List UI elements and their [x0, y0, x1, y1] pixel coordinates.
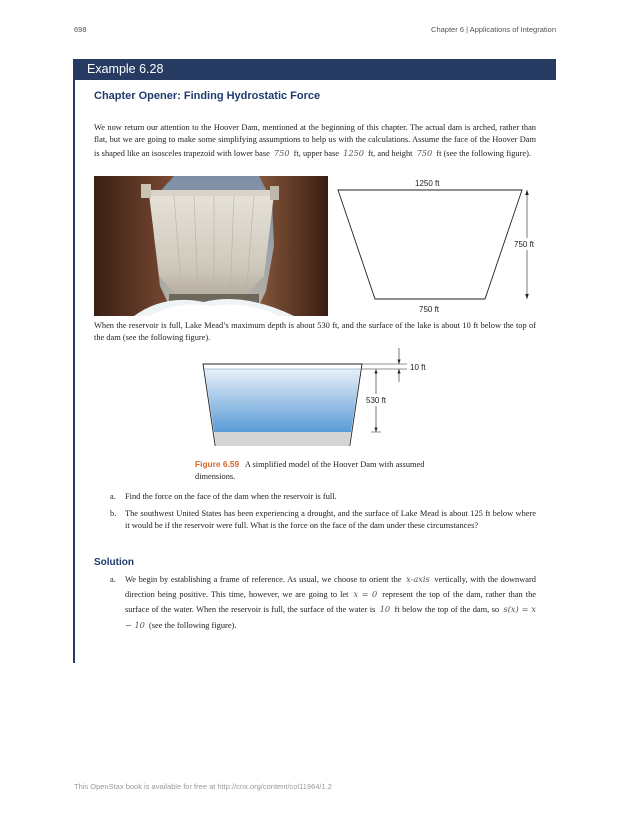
example-title: Example 6.28	[87, 62, 164, 76]
intro-text-2: ft, upper base	[293, 148, 340, 158]
intro-text-1: We now return our attention to the Hoover Dam, mentioned at the beginning of this chapter. The actual dam is arched, rather than flat, but we are going to make some simplifying assumptions to help us with the calculations. Assume the face of the Hoover Dam is shaped like an isosceles trapezoid with lower base	[94, 123, 536, 158]
math-lower-base: 750	[273, 147, 290, 158]
reservoir-diagram	[195, 346, 435, 446]
math-s-of-x: s(x) = x − 10	[125, 604, 537, 630]
figure-label: Figure 6.59	[195, 459, 240, 469]
solution-text-3: represent the top of the dam, rather than the surface of the water. When the reservoir is full, the surface of the water is	[125, 590, 537, 615]
top-gap-label: 10 ft	[410, 363, 426, 372]
math-ten: 10	[379, 604, 391, 615]
solution-text-1: We begin by establishing a frame of reference. As usual, we choose to orient the	[125, 575, 402, 584]
solution-marker: a.	[110, 575, 116, 584]
solution-heading: Solution	[94, 557, 134, 568]
question-marker: b.	[110, 509, 117, 518]
question-text: Find the force on the face of the dam when the reservoir is full.	[125, 492, 337, 501]
height-arrow-bottom	[525, 294, 529, 299]
question-item	[94, 508, 536, 533]
intro-text-3: ft, and height	[368, 148, 413, 158]
solution-text-2: vertically, with the downward direction being positive. This time, however, we are going to let	[125, 575, 536, 600]
top-gap-arrowhead-up	[397, 360, 400, 365]
page-number: 698	[74, 25, 87, 34]
intro-paragraph	[94, 122, 536, 160]
running-header: Chapter 6 | Applications of Integration	[431, 25, 556, 34]
math-height: 750	[416, 147, 433, 158]
hoover-dam-photo	[94, 176, 328, 316]
solution-text	[125, 572, 536, 633]
figure-caption-text: A simplified model of the Hoover Dam with assumed dimensions.	[195, 460, 425, 481]
example-banner	[74, 59, 556, 80]
dam-trapezoid-diagram	[330, 176, 545, 316]
math-upper-base: 1250	[343, 147, 364, 158]
question-text: The southwest United States has been experiencing a drought, and the surface of Lake Mead is about 125 ft below where it would be if the reservoir were full. What is the force on the face of the dam under these circumstances?	[125, 509, 536, 531]
bottom-base-label: 750 ft	[419, 305, 440, 314]
math-x-equals-zero: x = 0	[353, 589, 378, 600]
question-marker: a.	[110, 492, 116, 501]
depth-arrow-top	[374, 369, 377, 374]
height-arrow-top	[525, 190, 529, 195]
math-x-axis: x-axis	[406, 574, 430, 584]
solution-text-4: ft below the top of the dam, so	[394, 605, 500, 615]
depth-label: 530 ft	[366, 396, 387, 405]
figure-caption	[195, 459, 435, 482]
top-gap-arrowhead-down	[397, 369, 400, 374]
example-subtitle: Chapter Opener: Finding Hydrostatic Force	[94, 90, 321, 102]
reservoir-water	[205, 369, 361, 432]
top-base-label: 1250 ft	[415, 179, 440, 188]
depth-arrow-bottom	[374, 428, 377, 433]
reservoir-paragraph: When the reservoir is full, Lake Mead’s maximum depth is about 530 ft, and the surface of the lake is about 10 ft below the top of the dam (see the following figure).	[94, 321, 536, 343]
solution-item	[94, 572, 536, 633]
reservoir-sediment	[214, 432, 351, 446]
page-footer: This OpenStax book is available for free at http://cnx.org/content/col11964/1.2	[74, 782, 332, 791]
question-item	[94, 491, 536, 503]
intro-text-4: ft (see the following figure).	[436, 148, 531, 158]
solution-text-5: (see the following figure).	[148, 620, 237, 630]
height-label: 750 ft	[514, 240, 535, 249]
dam-face-trapezoid	[338, 190, 522, 299]
example-left-rule	[73, 59, 75, 663]
